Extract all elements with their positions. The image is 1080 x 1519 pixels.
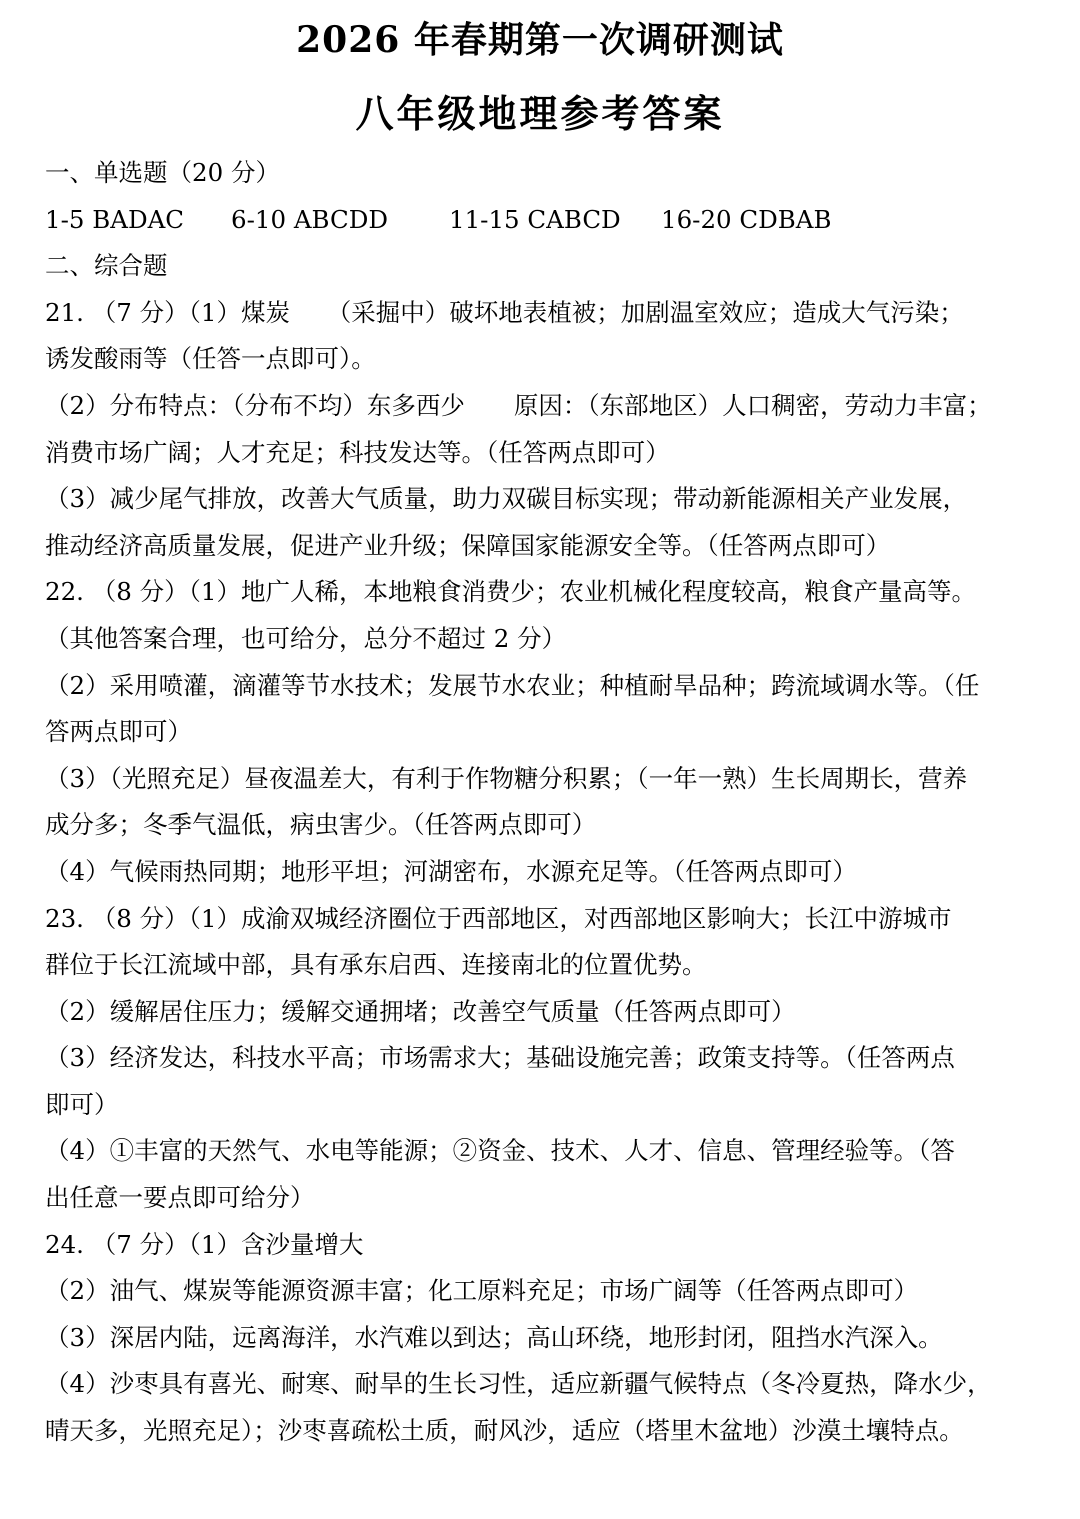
answer-line: （2）缓解居住压力；缓解交通拥堵；改善空气质量（任答两点即可）	[45, 996, 796, 1026]
answer-line: 即可）	[45, 1089, 119, 1119]
answer-group-6-10: 6-10 ABCDD	[231, 204, 389, 234]
page-title: 2026 年春期第一次调研测试	[296, 19, 784, 61]
answer-line: 21. （7 分）（1）煤炭 （采掘中）破坏地表植被；加剧温室效应；造成大气污染；	[45, 297, 964, 327]
answer-group-11-15: 11-15 CABCD	[449, 204, 621, 234]
answer-line: 22. （8 分）（1）地广人稀，本地粮食消费少；农业机械化程度较高，粮食产量高等。	[45, 577, 976, 607]
page-subtitle: 八年级地理参考答案	[355, 91, 725, 136]
answer-line: （2）油气、煤炭等能源资源丰富；化工原料充足；市场广阔等（任答两点即可）	[45, 1276, 919, 1306]
answer-group-16-20: 16-20 CDBAB	[661, 204, 832, 234]
answer-line: （3）经济发达，科技水平高；市场需求大；基础设施完善；政策支持等。（任答两点	[45, 1043, 955, 1073]
answer-line: （2）分布特点：（分布不均）东多西少 原因：（东部地区）人口稠密，劳动力丰富；	[45, 390, 992, 420]
answer-body	[45, 150, 1040, 1455]
answer-line: 成分多；冬季气温低，病虫害少。（任答两点即可）	[45, 810, 597, 840]
answer-line: 推动经济高质量发展，促进产业升级；保障国家能源安全等。（任答两点即可）	[45, 530, 891, 560]
answer-line: （2）采用喷灌，滴灌等节水技术；发展节水农业；种植耐旱品种；跨流域调水等。（任	[45, 670, 980, 700]
answer-line: 诱发酸雨等（任答一点即可）。	[45, 344, 376, 374]
answer-line: 晴天多，光照充足）；沙枣喜疏松土质，耐风沙，适应（塔里木盆地）沙漠土壤特点。	[45, 1416, 964, 1446]
single-choice-answers	[45, 197, 1040, 244]
answer-line: （3）（光照充足）昼夜温差大，有利于作物糖分积累；（一年一熟）生长周期长，营养	[45, 763, 968, 793]
answer-line: 24. （7 分）（1）含沙量增大	[45, 1229, 364, 1259]
answer-group-1-5: 1-5 BADAC	[45, 204, 185, 234]
answer-line: 群位于长江流域中部，具有承东启西、连接南北的位置优势。	[45, 950, 707, 980]
answer-line: （4）沙枣具有喜光、耐寒、耐旱的生长习性，适应新疆气候特点（冬冷夏热，降水少，	[45, 1369, 992, 1399]
answer-line: （4）气候雨热同期；地形平坦；河湖密布，水源充足等。（任答两点即可）	[45, 856, 857, 886]
answer-line: （4）①丰富的天然气、水电等能源；②资金、技术、人才、信息、管理经验等。（答	[45, 1136, 955, 1166]
answer-line: （3）减少尾气排放，改善大气质量，助力双碳目标实现；带动新能源相关产业发展，	[45, 484, 968, 514]
section-heading-comprehensive: 二、综合题	[45, 251, 168, 281]
answer-line: 出任意一要点即可给分）	[45, 1183, 315, 1213]
answer-line: 23. （8 分）（1）成渝双城经济圈位于西部地区，对西部地区影响大；长江中游城市	[45, 903, 952, 933]
answer-line: 答两点即可）	[45, 717, 192, 747]
answer-line: （3）深居内陆，远离海洋，水汽难以到达；高山环绕，地形封闭，阻挡水汽深入。	[45, 1322, 943, 1352]
section-heading-single-choice: 一、单选题（20 分）	[45, 158, 280, 187]
answer-line: 消费市场广阔；人才充足；科技发达等。（任答两点即可）	[45, 437, 670, 467]
answer-line: （其他答案合理，也可给分，总分不超过 2 分）	[45, 623, 567, 653]
